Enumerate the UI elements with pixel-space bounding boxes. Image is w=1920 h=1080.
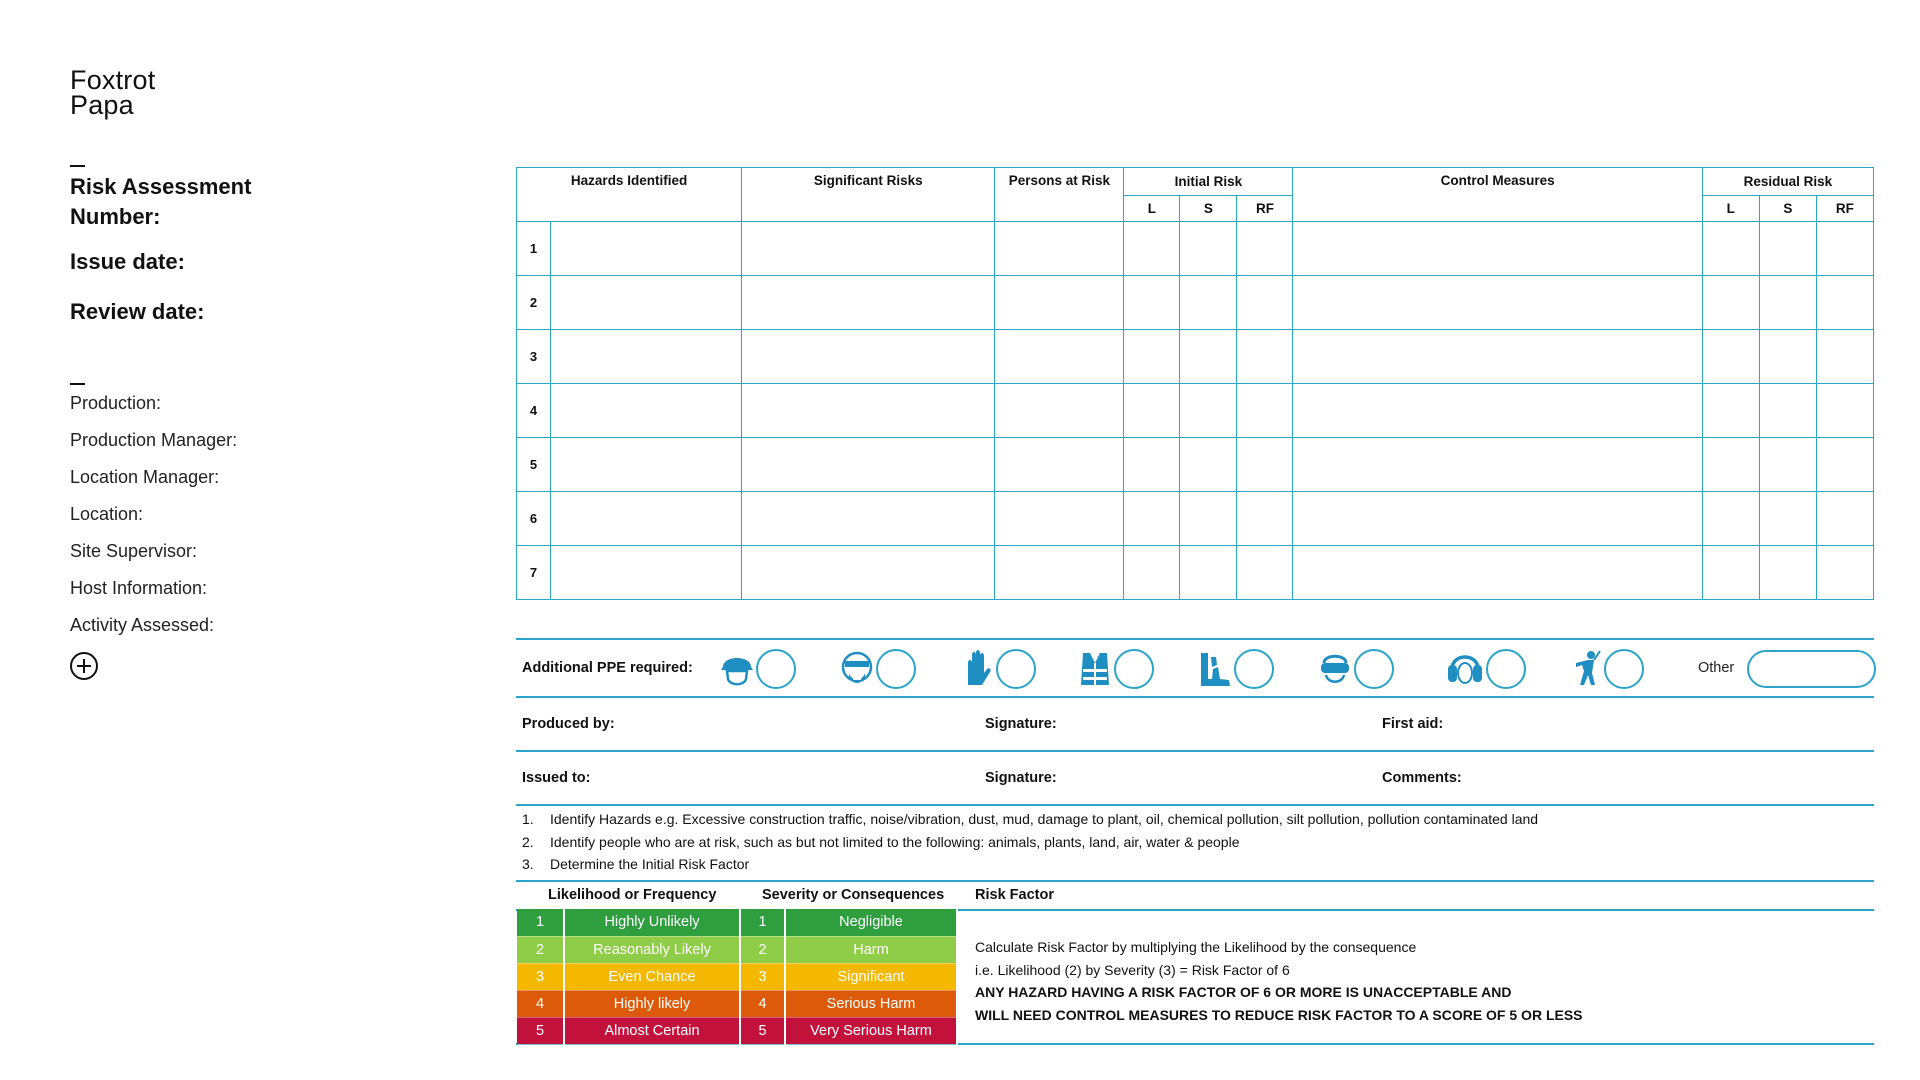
brand-line-2: Papa [70,90,134,120]
ppe-goggles [1318,648,1394,690]
ppe-ear-defenders [1446,648,1526,690]
severity-label: Very Serious Harm [785,1017,957,1044]
risk-factor-explanation [975,936,1583,1026]
risk-cell[interactable] [1124,546,1180,600]
risk-cell[interactable] [1702,330,1759,384]
respirator-mask-icon [840,649,874,689]
risk-cell[interactable] [742,330,995,384]
ppe-label: Additional PPE required: [522,660,693,676]
risk-factor-header: Risk Factor [975,887,1054,903]
divider-dash [70,165,85,167]
safety-harness-icon [1572,649,1602,689]
matrix-row [517,909,957,936]
risk-cell[interactable] [1180,276,1237,330]
risk-cell[interactable] [995,438,1124,492]
risk-cell[interactable] [551,546,742,600]
instruction-item: 2. Identify people who are at risk, such as but not limited to the following: animals, plants, land, air, water & people [522,833,1240,850]
risk-cell[interactable] [1237,222,1293,276]
separator-line [516,638,1874,640]
risk-cell[interactable] [551,438,742,492]
ppe-harness [1572,648,1644,690]
risk-cell[interactable] [1237,438,1293,492]
col-persons-at-risk: Persons at Risk [995,168,1124,222]
likelihood-label: Reasonably Likely [564,936,740,963]
risk-cell[interactable] [1702,276,1759,330]
ppe-other-input[interactable] [1747,650,1876,688]
ppe-hi-vis [1078,648,1154,690]
likelihood-label: Almost Certain [564,1017,740,1044]
col-initial-risk: Initial Risk [1124,168,1293,196]
matrix-row [517,963,957,990]
risk-cell[interactable] [1759,492,1816,546]
risk-row [517,276,1874,330]
risk-assessment-number-label: Risk Assessment Number: [70,174,252,229]
risk-cell[interactable] [551,492,742,546]
risk-cell[interactable] [1759,384,1816,438]
matrix-row [517,936,957,963]
risk-cell[interactable] [1759,438,1816,492]
initial-rf-header: RF [1237,196,1293,222]
risk-matrix [517,909,958,1045]
risk-row [517,438,1874,492]
risk-cell[interactable] [1816,384,1873,438]
risk-cell[interactable] [1237,384,1293,438]
risk-cell[interactable] [995,492,1124,546]
risk-cell[interactable] [1237,492,1293,546]
ppe-other-label: Other [1698,660,1735,676]
separator-line [516,804,1874,806]
rf-explanation-2: i.e. Likelihood (2) by Severity (3) = Risk Factor of 6 [975,961,1290,978]
location-manager-label: Location Manager: [70,467,220,487]
risk-cell[interactable] [742,384,995,438]
risk-cell[interactable] [1293,438,1702,492]
residual-s-header: S [1759,196,1816,222]
risk-cell[interactable] [1759,546,1816,600]
risk-cell[interactable] [742,438,995,492]
risk-cell[interactable] [995,384,1124,438]
review-date-label: Review date: [70,299,205,324]
separator-line [516,880,1874,882]
risk-cell[interactable] [1702,492,1759,546]
row-number: 3 [517,330,551,384]
issued-to-label: Issued to: [522,770,591,786]
ppe-ear-defenders-checkbox[interactable] [1486,649,1526,689]
ppe-harness-checkbox[interactable] [1604,649,1644,689]
produced-by-label: Produced by: [522,716,615,732]
instruction-item: 1. Identify Hazards e.g. Excessive construction traffic, noise/vibration, dust, mud, damage to plant, oil, chemical pollution, silt pollution, pollution contaminated land [522,811,1539,827]
row-number: 7 [517,546,551,600]
separator-line [516,750,1874,752]
severity-header: Severity or Consequences [762,887,945,903]
col-significant-risks: Significant Risks [742,168,995,222]
safety-boots-icon [1198,649,1232,689]
residual-l-header: L [1702,196,1759,222]
row-number: 5 [517,438,551,492]
first-aid-label: First aid: [1382,716,1444,732]
severity-label: Harm [785,936,957,963]
risk-cell[interactable] [1816,276,1873,330]
site-supervisor-label: Site Supervisor: [70,541,198,561]
risk-cell[interactable] [1180,546,1237,600]
risk-cell[interactable] [1293,330,1702,384]
risk-cell[interactable] [1816,492,1873,546]
location-label: Location: [70,504,144,524]
protective-gloves-icon [960,649,994,689]
risk-cell[interactable] [1180,222,1237,276]
risk-cell[interactable] [1124,438,1180,492]
row-number: 4 [517,384,551,438]
ppe-boots [1198,648,1274,690]
risk-cell[interactable] [995,276,1124,330]
risk-cell[interactable] [1180,438,1237,492]
severity-label: Negligible [785,909,957,936]
risk-cell[interactable] [995,546,1124,600]
risk-cell[interactable] [995,222,1124,276]
severity-label: Serious Harm [785,990,957,1017]
risk-cell[interactable] [1702,384,1759,438]
likelihood-score: 3 [517,963,564,990]
risk-cell[interactable] [551,330,742,384]
severity-score: 2 [740,936,785,963]
risk-cell[interactable] [1816,330,1873,384]
severity-label: Significant [785,963,957,990]
matrix-row [517,990,957,1017]
ppe-respirator [840,648,916,690]
severity-score: 4 [740,990,785,1017]
likelihood-label: Highly Unlikely [564,909,740,936]
risk-cell[interactable] [551,222,742,276]
rf-warning-2: WILL NEED CONTROL MEASURES TO REDUCE RISK FACTOR TO A SCORE OF 5 OR LESS [975,1006,1583,1023]
likelihood-score: 4 [517,990,564,1017]
rf-explanation-1: Calculate Risk Factor by multiplying the Likelihood by the consequence [975,939,1417,955]
issued-signature-label: Signature: [985,770,1057,786]
likelihood-score: 1 [517,909,564,936]
instruction-item: 3. Determine the Initial Risk Factor [522,856,750,872]
likelihood-score: 5 [517,1017,564,1044]
hard-hat-icon [720,649,754,689]
risk-cell[interactable] [1293,276,1702,330]
risk-table [516,167,1874,600]
risk-cell[interactable] [1124,222,1180,276]
risk-row [517,492,1874,546]
likelihood-score: 2 [517,936,564,963]
risk-row [517,384,1874,438]
ppe-hard-hat [720,648,796,690]
risk-cell[interactable] [1124,330,1180,384]
risk-cell[interactable] [1293,222,1702,276]
col-hazards-identified: Hazards Identified [517,168,742,222]
risk-cell[interactable] [1816,546,1873,600]
risk-cell[interactable] [1180,384,1237,438]
matrix-row [517,1017,957,1044]
risk-cell[interactable] [1816,438,1873,492]
likelihood-label: Highly likely [564,990,740,1017]
risk-cell[interactable] [551,384,742,438]
severity-score: 1 [740,909,785,936]
risk-cell[interactable] [1759,276,1816,330]
ppe-gloves-checkbox[interactable] [996,649,1036,689]
rf-warning-1: ANY HAZARD HAVING A RISK FACTOR OF 6 OR MORE IS UNACCEPTABLE AND [975,984,1512,1000]
brand-logo [70,65,156,120]
row-number: 6 [517,492,551,546]
add-circle-icon[interactable] [70,652,98,680]
risk-cell[interactable] [551,276,742,330]
risk-row [517,222,1874,276]
risk-cell[interactable] [1702,438,1759,492]
risk-cell[interactable] [1702,546,1759,600]
info-fields [70,392,237,651]
host-information-label: Host Information: [70,578,208,598]
severity-score: 3 [740,963,785,990]
risk-cell[interactable] [1124,276,1180,330]
instructions-list [522,810,1538,878]
produced-signature-label: Signature: [985,716,1057,732]
ppe-hi-vis-checkbox[interactable] [1114,649,1154,689]
risk-row [517,546,1874,600]
risk-cell[interactable] [1180,492,1237,546]
risk-cell[interactable] [1124,384,1180,438]
risk-cell[interactable] [742,276,995,330]
risk-cell[interactable] [1293,492,1702,546]
ppe-gloves [960,648,1036,690]
residual-rf-header: RF [1816,196,1873,222]
separator-line [516,696,1874,698]
ppe-respirator-checkbox[interactable] [876,649,916,689]
ear-defenders-icon [1446,649,1484,689]
ppe-boots-checkbox[interactable] [1234,649,1274,689]
risk-cell[interactable] [1180,330,1237,384]
risk-cell[interactable] [742,492,995,546]
initial-s-header: S [1180,196,1237,222]
risk-cell[interactable] [1237,330,1293,384]
risk-cell[interactable] [1759,222,1816,276]
ppe-hard-hat-checkbox[interactable] [756,649,796,689]
hi-vis-vest-icon [1078,649,1112,689]
row-number: 2 [517,276,551,330]
safety-goggles-icon [1318,649,1352,689]
risk-cell[interactable] [1293,546,1702,600]
risk-cell[interactable] [1702,222,1759,276]
row-number: 1 [517,222,551,276]
risk-cell[interactable] [742,222,995,276]
risk-cell[interactable] [1816,222,1873,276]
ppe-goggles-checkbox[interactable] [1354,649,1394,689]
comments-label: Comments: [1382,770,1462,786]
likelihood-label: Even Chance [564,963,740,990]
activity-assessed-label: Activity Assessed: [70,615,215,635]
risk-cell[interactable] [1759,330,1816,384]
risk-cell[interactable] [1293,384,1702,438]
risk-cell[interactable] [1237,276,1293,330]
production-label: Production: [70,393,162,413]
production-manager-label: Production Manager: [70,430,238,450]
col-residual-risk: Residual Risk [1702,168,1873,196]
divider-dash [70,383,85,385]
likelihood-header: Likelihood or Frequency [548,887,717,903]
severity-score: 5 [740,1017,785,1044]
brand-line-1: Foxtrot [70,65,156,95]
risk-row [517,330,1874,384]
risk-cell[interactable] [742,546,995,600]
initial-l-header: L [1124,196,1180,222]
risk-cell[interactable] [1237,546,1293,600]
issue-date-label: Issue date: [70,249,185,274]
risk-cell[interactable] [1124,492,1180,546]
col-control-measures: Control Measures [1293,168,1702,222]
risk-cell[interactable] [995,330,1124,384]
